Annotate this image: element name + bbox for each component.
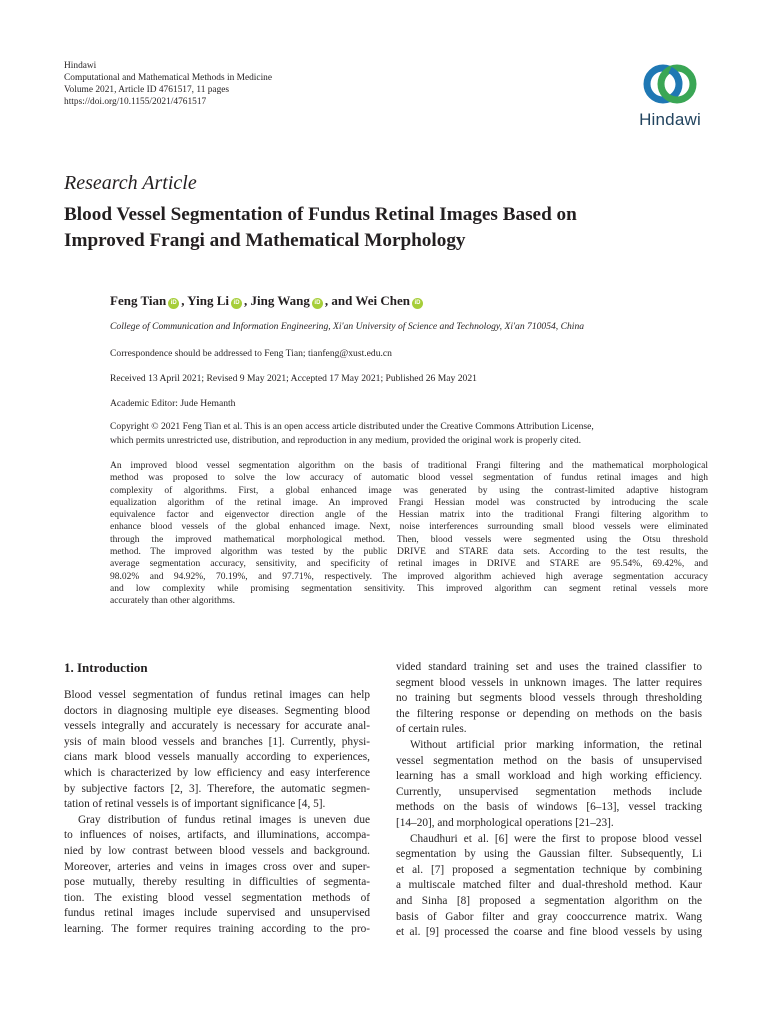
body-line: vessels integrally and accurately is necessary for accurate anal- — [64, 720, 370, 733]
title-line: Improved Frangi and Mathematical Morphology — [64, 230, 466, 251]
abstract-line: 98.02% and 94.92%, 70.19%, and 97.71%, respectively. The improved algorithm achieved high average segmentation accuracy — [110, 571, 708, 582]
body-line: a multiscale matched filter and dual-threshold method. Kaur — [396, 879, 702, 892]
abstract-line: complexity of algorithms. First, a global enhanced image was generated by using the contrast-limited adaptive histogram — [110, 485, 708, 496]
body-line: segment blood vessels in unknown images. The latter requires — [396, 676, 702, 689]
journal-name: Computational and Mathematical Methods in Medicine — [64, 73, 273, 83]
author-name[interactable]: Ying Li — [187, 293, 230, 308]
academic-editor: Academic Editor: Jude Hemanth — [110, 398, 236, 409]
hindawi-rings-icon — [640, 60, 700, 108]
body-line: by subjective factors [2, 3]. Therefore, the automatic segmen- — [64, 782, 370, 795]
author-separator: , — [181, 293, 188, 308]
body-line: the filtering response or depending on methods on the basis — [396, 707, 702, 720]
body-line: nied by low contrast between blood vessels and background. — [64, 844, 370, 857]
hindawi-logo — [632, 60, 708, 130]
body-line: and Sinha [8] proposed a segmentation algorithm on the — [396, 894, 702, 907]
body-line: tion. The existing blood vessel segmentation methods of — [64, 891, 370, 904]
publisher-name: Hindawi — [64, 61, 97, 71]
volume-info: Volume 2021, Article ID 4761517, 11 pages — [64, 85, 230, 95]
abstract-line: average segmentation accuracy, sensitivity, and specificity of retinal images in DRIVE and STARE are 95.54%, 69.42%, and — [110, 559, 708, 570]
body-line: Gray distribution of fundus retinal images is uneven due — [78, 813, 370, 826]
author-name[interactable]: Jing Wang — [250, 293, 310, 308]
article-title — [64, 202, 714, 254]
body-line: et al. [7] proposed a segmentation technique by combining — [396, 863, 702, 876]
journal-header — [64, 60, 272, 108]
body-line: to influences of noises, artifacts, and illuminations, accompa- — [64, 829, 370, 842]
body-line: Without artificial prior marking information, the retinal — [410, 738, 702, 751]
body-line: methods on the basis of windows [6–13], vessel tracking — [396, 801, 702, 814]
author-list — [110, 293, 425, 309]
abstract-line: accurately than other algorithms. — [110, 596, 236, 607]
abstract-line: method was proposed to solve the low accuracy of automatic blood vessel segmentation of fundus retinal images and high — [110, 473, 708, 484]
author-separator: , and — [324, 293, 356, 308]
abstract-line: through the improved mathematical morphological method. Then, blood vessels were segmented using the Otsu threshold — [110, 534, 708, 545]
abstract-line: An improved blood vessel segmentation algorithm on the basis of traditional Frangi filtering and the mathematical morphological — [110, 461, 708, 471]
left-column — [64, 660, 370, 938]
body-line: tation of retinal vessels is of important significance [4, 5]. — [64, 798, 326, 811]
author-separator: , — [244, 293, 251, 308]
abstract-line: and low complexity while promising segmentation sensitivity. This improved algorithm can segment retinal vessels more — [110, 583, 708, 594]
body-line: vided standard training set and uses the trained classifier to — [396, 661, 702, 673]
publication-dates: Received 13 April 2021; Revised 9 May 2021; Accepted 17 May 2021; Published 26 May 2021 — [110, 373, 477, 384]
orcid-icon[interactable]: iD — [412, 298, 423, 309]
abstract-line: method. The improved algorithm was tested by the public DRIVE and STARE data sets. According to the test results, the — [110, 547, 708, 558]
body-line: ysis of main blood vessels and branches [1]. Currently, physi- — [64, 735, 370, 748]
body-line: et al. [9] processed the coarse and fine blood vessels by using — [396, 926, 702, 939]
body-line: vessel segmentation method on the basis of unsupervised — [396, 754, 702, 767]
correspondence: Correspondence should be addressed to Feng Tian; tianfeng@xust.edu.cn — [110, 348, 392, 359]
body-line: [14–20], and morphological operations [21–23]. — [396, 816, 614, 829]
body-line: Moreover, arteries and veins in images cross over and super- — [64, 860, 370, 873]
body-line: fundus retinal images include supervised and unsupervised — [64, 907, 370, 920]
body-line: no training but segments blood vessels through thresholding — [396, 692, 702, 705]
doi-link[interactable]: https://doi.org/10.1155/2021/4761517 — [64, 97, 207, 107]
body-line: basis of Gabor filter and gray cooccurrence matrix. Wang — [396, 910, 702, 923]
abstract — [110, 460, 708, 608]
orcid-icon[interactable]: iD — [231, 298, 242, 309]
copyright-line: Copyright © 2021 Feng Tian et al. This is an open access article distributed under the Creative Commons Attribution License, — [110, 421, 594, 432]
copyright-line: which permits unrestricted use, distribution, and reproduction in any medium, provided the original work is properly cited. — [110, 435, 582, 446]
right-column — [396, 660, 702, 941]
abstract-line: enhance blood vessels of the global enhanced image. Next, noise interferences surrounding small blood vessels were eliminated — [110, 522, 708, 533]
title-line: Blood Vessel Segmentation of Fundus Retinal Images Based on — [64, 204, 577, 225]
body-line: learning has a small workload and high working efficiency. — [396, 770, 702, 783]
body-line: learning. The former requires training according to the pro- — [64, 922, 370, 935]
abstract-line: equivalence factor and eigenvector direction angle of the Hessian matrix into the traditional Frangi filtering algorithm to — [110, 510, 708, 521]
section-heading: 1. Introduction — [64, 660, 148, 675]
affiliation: College of Communication and Information Engineering, Xi'an University of Science and Technology, Xi'an 710054, China — [110, 321, 585, 332]
body-line: Blood vessel segmentation of fundus retinal images can help — [64, 689, 370, 701]
body-line: pose mutually, thereby resulting in difficulties of segmenta- — [64, 876, 370, 889]
body-line: Chaudhuri et al. [6] were the first to propose blood vessel — [410, 832, 702, 845]
author-name[interactable]: Wei Chen — [355, 293, 410, 308]
body-line: cians mark blood vessels manually according to experiences, — [64, 751, 370, 764]
logo-text: Hindawi — [639, 110, 701, 129]
author-name[interactable]: Feng Tian — [110, 293, 167, 308]
article-type: Research Article — [64, 172, 197, 194]
orcid-icon[interactable]: iD — [168, 298, 179, 309]
body-line: Currently, unsupervised segmentation methods include — [396, 785, 702, 798]
copyright-notice — [110, 420, 710, 448]
body-line: of certain rules. — [396, 723, 467, 736]
body-line: doctors in diagnosing multiple eye diseases. Segmenting blood — [64, 704, 370, 717]
abstract-line: equalization algorithm of the retinal image. An improved Frangi Hessian model was constructed by introducing the scale — [110, 497, 708, 508]
orcid-icon[interactable]: iD — [312, 298, 323, 309]
body-line: segmentation by using the Gaussian filter. Subsequently, Li — [396, 848, 702, 861]
body-line: which is characterized by low efficiency and easy interference — [64, 766, 370, 779]
